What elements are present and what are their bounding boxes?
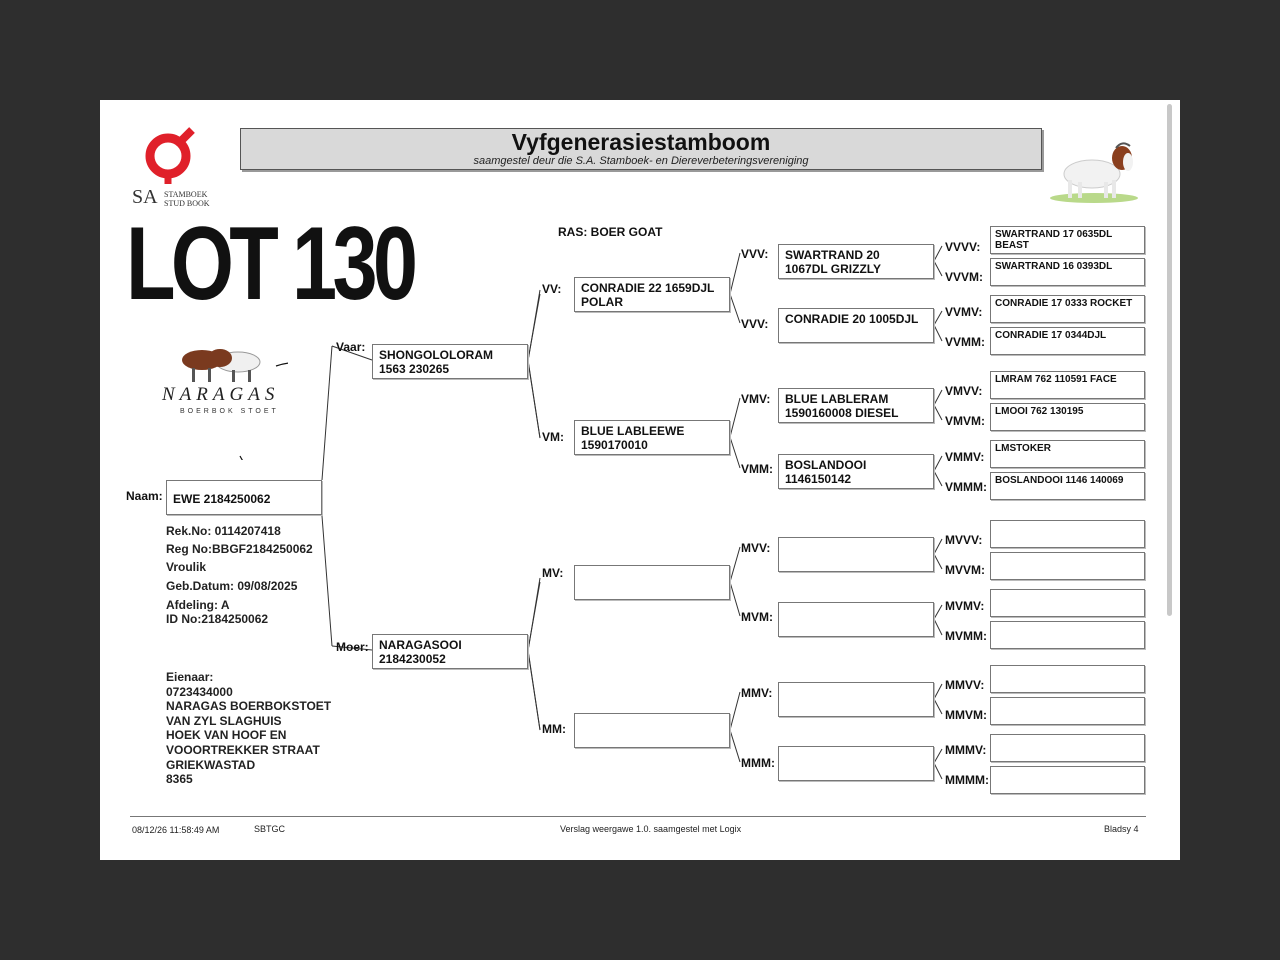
logo-line1: STAMBOEK — [164, 190, 208, 199]
subject-naam-label: Naam: — [126, 489, 163, 503]
gen3-box — [778, 454, 934, 489]
gen4-box-name: CONRADIE 17 0344DJL — [995, 330, 1107, 341]
gen4-box-name: CONRADIE 17 0333 ROCKET — [995, 298, 1133, 309]
gen4-label: MVVV: — [945, 533, 983, 547]
gen4-box — [990, 766, 1145, 794]
gen2-box-name: CONRADIE 22 1659DJL — [581, 281, 715, 295]
pedigree-page — [100, 100, 1180, 860]
gen4-box — [990, 327, 1145, 355]
gen1-label-sire: Vaar: — [336, 340, 366, 354]
gen4-box — [990, 552, 1145, 580]
gen2-label: MM: — [542, 722, 566, 736]
footer-page: Bladsy 4 — [1104, 824, 1139, 834]
gen3-box-reg: 1067DL GRIZZLY — [785, 262, 882, 276]
gen4-box — [990, 226, 1145, 254]
gen4-label: VMMV: — [945, 450, 985, 464]
logo-sa: SA — [132, 186, 158, 208]
owner-line: 0723434000 — [166, 684, 233, 699]
gen1-dam-box — [372, 634, 528, 669]
gen3-box — [778, 244, 934, 279]
gen2-box-name: BLUE LABLEEWE — [581, 424, 685, 438]
gen1-sire-box-reg: 1563 230265 — [379, 362, 450, 376]
gen3-label: VVV: — [741, 317, 769, 331]
subject-detail-line: ID No:2184250062 — [166, 612, 269, 626]
gen3-label: MVM: — [741, 610, 773, 624]
owner-line: VAN ZYL SLAGHUIS — [166, 713, 282, 728]
gen4-box — [990, 734, 1145, 762]
gen3-box — [778, 388, 934, 423]
gen3-box — [778, 746, 934, 781]
header-title: Vyfgenerasiestamboom — [511, 129, 771, 155]
subject-detail-line: Rek.No: 0114207418 — [166, 524, 281, 538]
owner-line: Eienaar: — [166, 670, 214, 684]
lot-number: LOT 130 — [126, 206, 414, 322]
gen2-box-reg: 1590170010 — [581, 438, 648, 452]
gen4-box — [990, 258, 1145, 286]
gen3-box — [778, 682, 934, 717]
gen1-label-dam: Moer: — [336, 640, 369, 654]
stud-logo-sub: BOERBOK STOET — [180, 408, 279, 415]
gen3-box-name: BLUE LABLERAM — [785, 392, 889, 406]
gen4-box-name: SWARTRAND 17 0635DL — [995, 229, 1113, 240]
gen1-dam-box-name: NARAGASOOI — [379, 638, 462, 652]
gen3-label: VVV: — [741, 247, 769, 261]
gen3-box-name: BOSLANDOOI — [785, 458, 867, 472]
gen2-box — [574, 420, 730, 455]
gen4-box — [990, 665, 1145, 693]
gen2-box-reg: POLAR — [581, 295, 623, 309]
gen4-box-reg: BEAST — [995, 240, 1029, 251]
gen4-label: VVMV: — [945, 305, 983, 319]
gen2-box — [574, 713, 730, 748]
logo-line2: STUD BOOK — [164, 199, 210, 208]
gen4-box-name: LMSTOKER — [995, 443, 1051, 454]
gen3-box — [778, 537, 934, 572]
vertical-scrollbar[interactable] — [1167, 104, 1172, 616]
owner-line: HOEK VAN HOOF EN — [166, 728, 287, 743]
subject-detail-line: Afdeling: A — [166, 598, 230, 612]
gen4-box — [990, 621, 1145, 649]
gen4-label: MVMV: — [945, 599, 985, 613]
owner-line: 8365 — [166, 772, 193, 787]
gen3-box-reg: 1590160008 DIESEL — [785, 406, 899, 420]
gen1-sire-box-name: SHONGOLOLORAM — [379, 348, 493, 362]
gen1-dam-box-reg: 2184230052 — [379, 652, 446, 666]
gen4-box — [990, 589, 1145, 617]
header-subtitle: saamgestel deur die S.A. Stamboek- en Diereverbeteringsvereniging — [473, 155, 809, 167]
stud-logo-name: NARAGAS — [162, 384, 280, 405]
gen2-label: MV: — [542, 566, 564, 580]
gen3-box — [778, 308, 934, 343]
gen3-box — [778, 602, 934, 637]
gen3-label: VMM: — [741, 462, 773, 476]
gen4-box — [990, 440, 1145, 468]
gen4-label: VMMM: — [945, 480, 987, 494]
gen4-label: MMVV: — [945, 678, 985, 692]
gen2-label: VV: — [542, 282, 562, 296]
owner-line: NARAGAS BOERBOKSTOET — [166, 699, 332, 714]
gen4-box-name: LMRAM 762 110591 FACE — [995, 374, 1117, 385]
gen4-label: MVVM: — [945, 563, 985, 577]
gen4-box — [990, 371, 1145, 399]
gen4-box — [990, 472, 1145, 500]
footer-code: SBTGC — [254, 824, 286, 834]
gen3-label: MMV: — [741, 686, 773, 700]
gen4-box — [990, 295, 1145, 323]
gen4-box-name: LMOOI 762 130195 — [995, 406, 1084, 417]
gen4-box-name: BOSLANDOOI 1146 140069 — [995, 475, 1124, 486]
gen3-label: VMV: — [741, 392, 771, 406]
gen3-box-name: CONRADIE 20 1005DJL — [785, 312, 919, 326]
subject-name-box: EWE 2184250062 — [166, 480, 322, 515]
gen4-label: VVMM: — [945, 335, 985, 349]
subject-detail-line: Geb.Datum: 09/08/2025 — [166, 579, 298, 593]
subject-detail-line: Vroulik — [166, 560, 207, 574]
gen4-label: VVVM: — [945, 270, 984, 284]
footer-datetime: 08/12/26 11:58:49 AM — [132, 825, 220, 835]
gen4-box — [990, 697, 1145, 725]
gen4-label: MMMM: — [945, 773, 989, 787]
gen4-box — [990, 403, 1145, 431]
gen4-label: VMVV: — [945, 384, 983, 398]
gen4-label: MMVM: — [945, 708, 987, 722]
gen4-label: MMMV: — [945, 743, 987, 757]
gen4-box-name: SWARTRAND 16 0393DL — [995, 261, 1113, 272]
gen2-label: VM: — [542, 430, 564, 444]
gen4-box — [990, 520, 1145, 548]
gen1-sire-box — [372, 344, 528, 379]
footer-rule — [130, 816, 1146, 817]
gen3-label: MVV: — [741, 541, 771, 555]
gen3-box-name: SWARTRAND 20 — [785, 248, 880, 262]
gen4-label: MVMM: — [945, 629, 987, 643]
gen4-label: VMVM: — [945, 414, 985, 428]
subject-detail-line: Reg No:BBGF2184250062 — [166, 542, 313, 556]
gen4-label: VVVV: — [945, 240, 981, 254]
owner-line: VOOORTREKKER STRAAT — [166, 743, 320, 757]
gen2-box — [574, 565, 730, 600]
gen3-box-reg: 1146150142 — [785, 472, 852, 486]
gen3-label: MMM: — [741, 756, 775, 770]
owner-line: GRIEKWASTAD — [166, 757, 256, 772]
footer-version: Verslag weergawe 1.0. saamgestel met Logix — [560, 824, 742, 834]
gen2-box — [574, 277, 730, 312]
breed-label: RAS: BOER GOAT — [558, 225, 663, 239]
